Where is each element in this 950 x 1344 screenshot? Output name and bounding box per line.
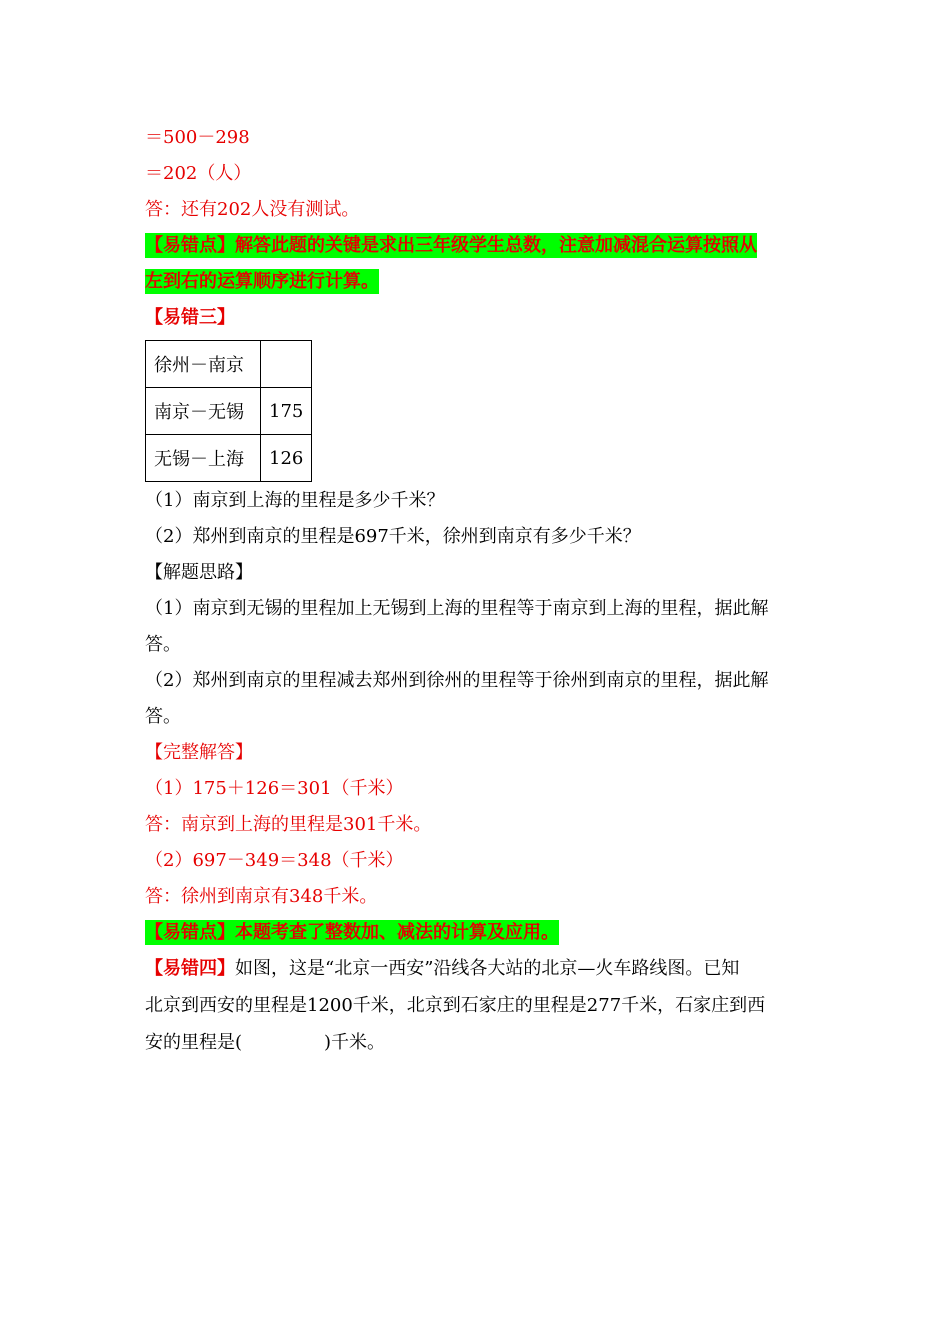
section-4-line-3: [145, 1030, 385, 1056]
route-cell: 徐州－南京: [146, 341, 261, 388]
km-cell: 175: [261, 388, 312, 435]
route-cell: 无锡－上海: [146, 435, 261, 482]
highlight-text: 【易错点】本题考查了整数加、减法的计算及应用。: [145, 922, 559, 943]
highlight-text: 【易错点】解答此题的关键是求出三年级学生总数，注意加减混合运算按照从: [145, 235, 757, 256]
calc-line-1: ＝500－298: [145, 127, 250, 148]
highlight-text: 左到右的运算顺序进行计算。: [145, 271, 379, 292]
tip-2-line-1: [145, 233, 757, 259]
section-4-line-2: 北京到西安的里程是1200千米，北京到石家庄的里程是277千米，石家庄到西: [145, 995, 766, 1016]
section-4-text: )千米。: [324, 1032, 386, 1053]
answer-2-calc: （2）697－349＝348（千米）: [145, 850, 404, 871]
answer-1-calc: （1）175＋126＝301（千米）: [145, 778, 404, 799]
tip-3: [145, 920, 559, 946]
table-row: [146, 341, 312, 388]
question-1: （1）南京到上海的里程是多少千米？: [145, 490, 445, 511]
answer-1-text: 答：南京到上海的里程是301千米。: [145, 814, 432, 835]
section-4-heading: 【易错四】: [145, 958, 235, 979]
section-4-text: 如图，这是“北京一西安”沿线各大站的北京—火车路线图。已知: [235, 958, 740, 979]
table-row: [146, 388, 312, 435]
section-4-text: 安的里程是(: [145, 1032, 243, 1053]
question-2: （2）郑州到南京的里程是697千米，徐州到南京有多少千米？: [145, 526, 641, 547]
distance-table: [145, 340, 312, 482]
km-cell: [261, 341, 312, 388]
idea-2-line-1: （2）郑州到南京的里程减去郑州到徐州的里程等于徐州到南京的里程，据此解: [145, 670, 769, 691]
idea-heading: 【解题思路】: [145, 562, 253, 583]
tip-2-line-2: [145, 269, 379, 295]
route-cell: 南京－无锡: [146, 388, 261, 435]
idea-1-line-1: （1）南京到无锡的里程加上无锡到上海的里程等于南京到上海的里程，据此解: [145, 598, 769, 619]
answer-2-text: 答：徐州到南京有348千米。: [145, 886, 378, 907]
table-row: [146, 435, 312, 482]
section-3-heading: 【易错三】: [145, 307, 235, 328]
section-4-line-1: [145, 956, 739, 982]
idea-1-line-2: 答。: [145, 634, 181, 655]
km-cell: 126: [261, 435, 312, 482]
calc-answer: 答：还有202人没有测试。: [145, 199, 360, 220]
answer-heading: 【完整解答】: [145, 742, 253, 763]
calc-line-2: ＝202（人）: [145, 163, 252, 184]
idea-2-line-2: 答。: [145, 706, 181, 727]
